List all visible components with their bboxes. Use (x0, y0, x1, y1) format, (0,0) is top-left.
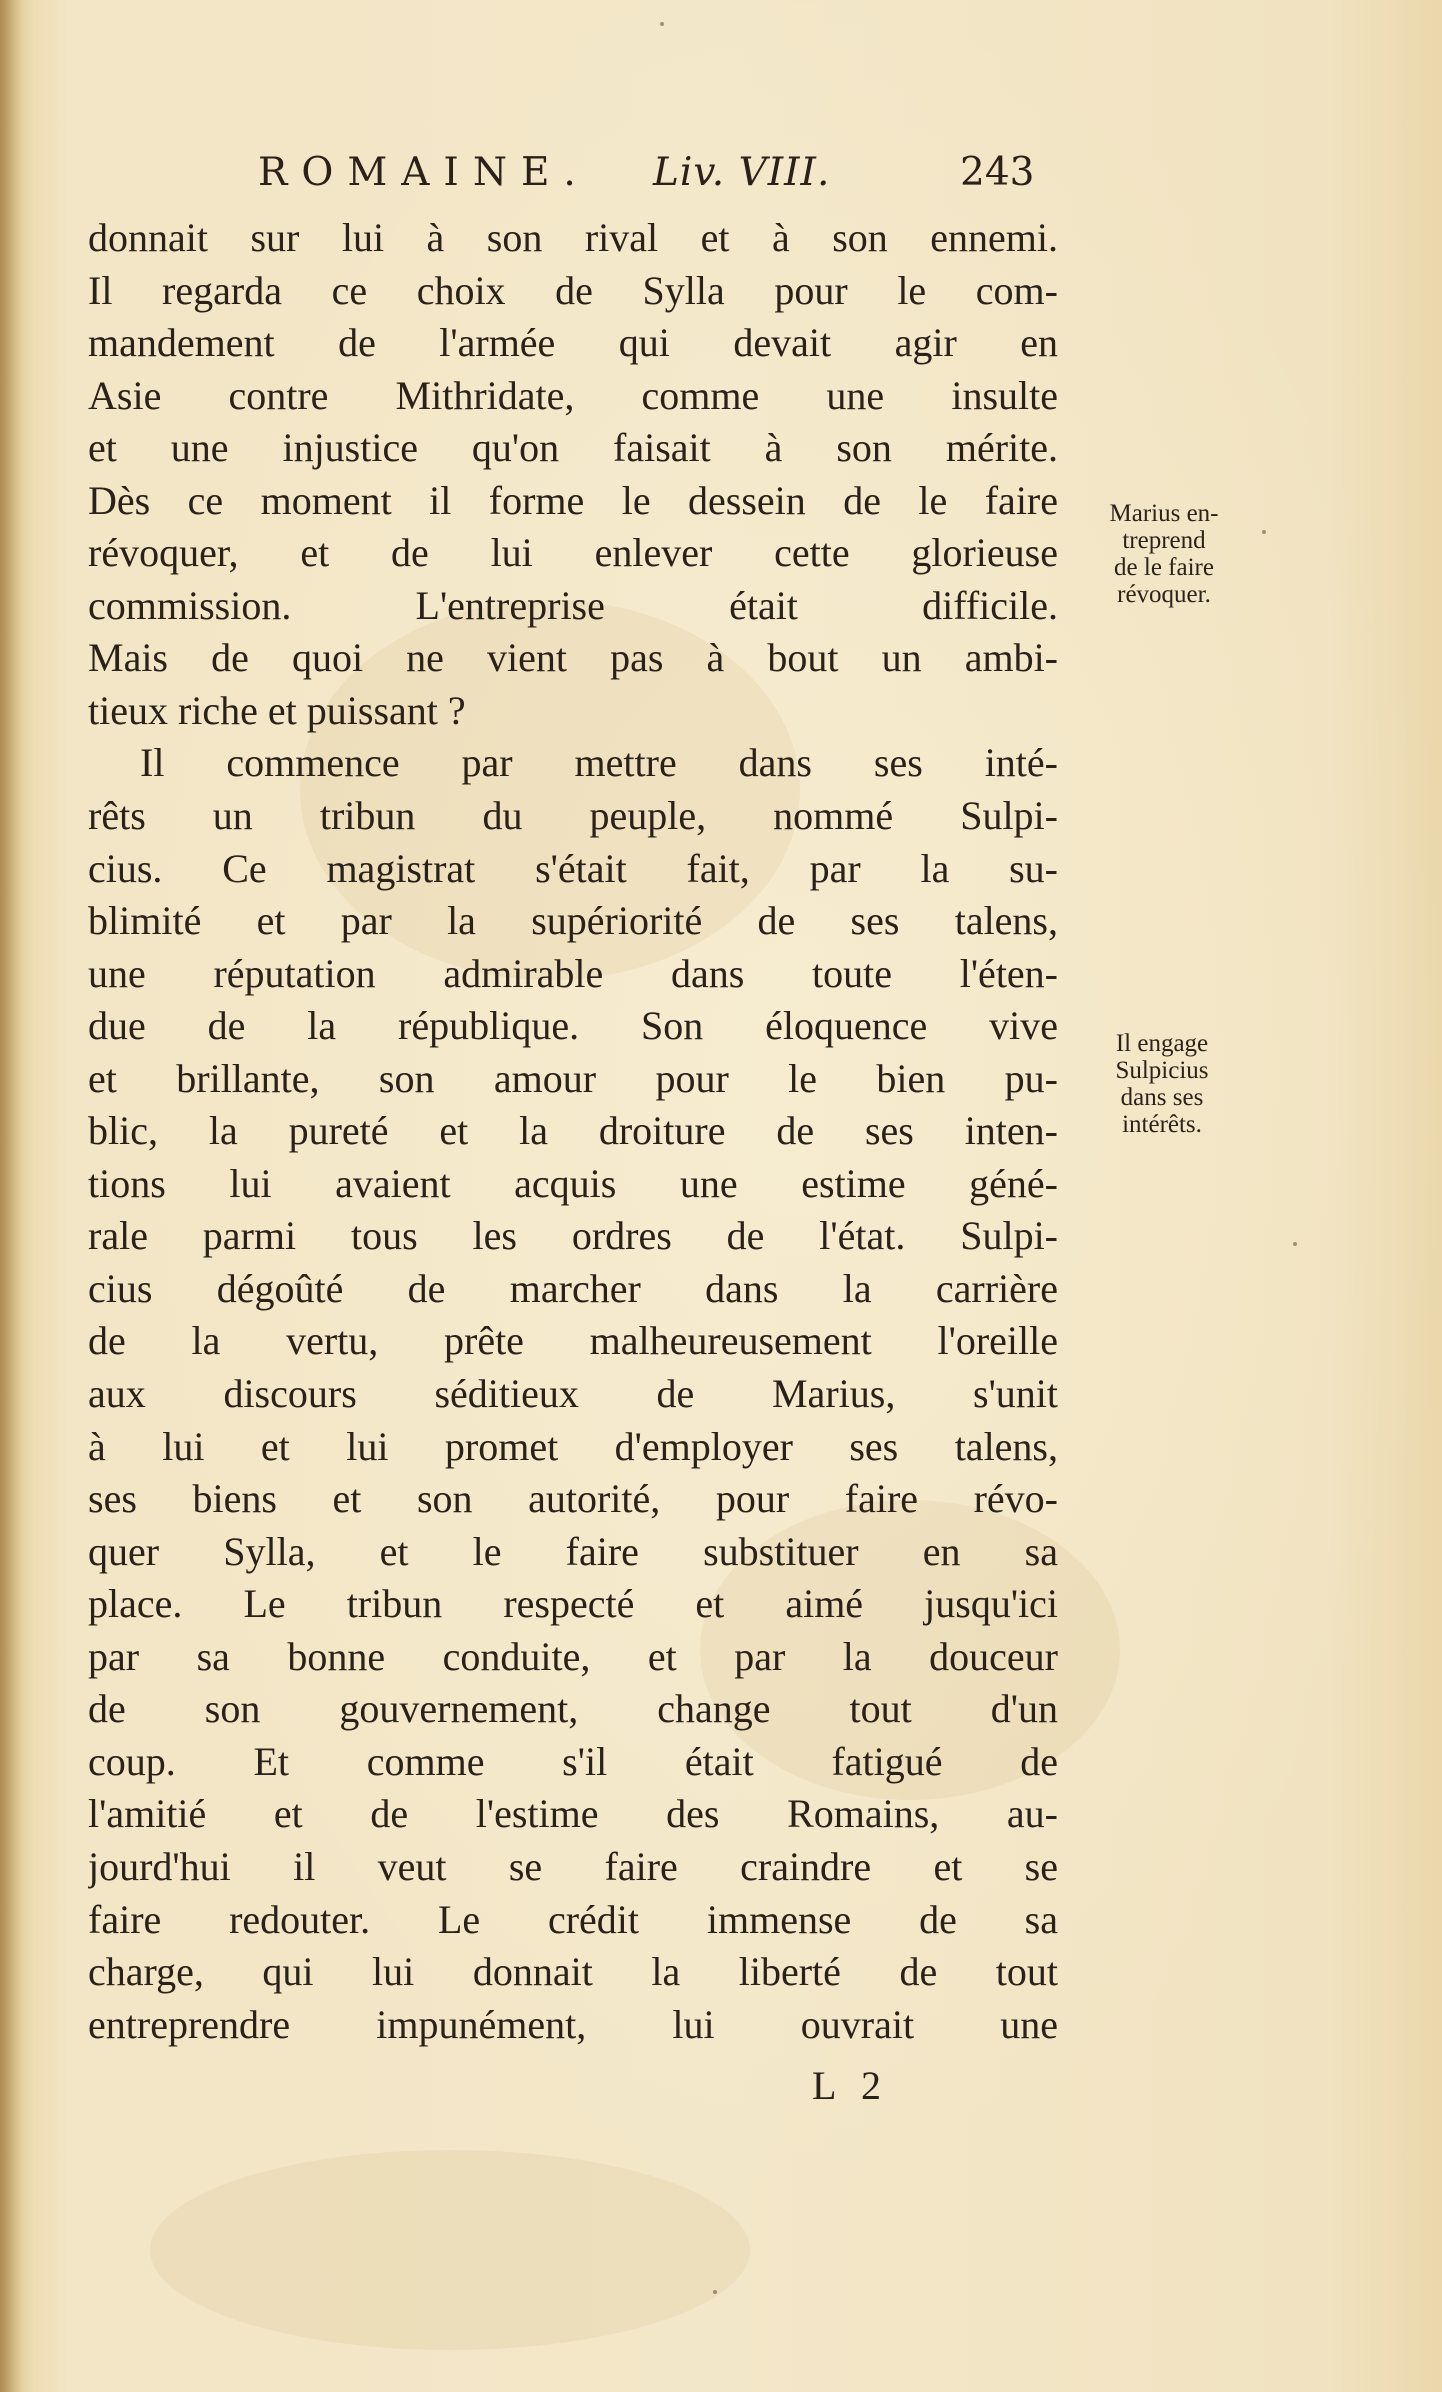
text-line: cius dégoûté de marcher dans la carrière (88, 1265, 1058, 1311)
margin-note-line: Il engage (1115, 1030, 1209, 1057)
margin-note-line: révoquer. (1117, 581, 1211, 608)
text-line: révoquer, et de lui enlever cette glorieuse (88, 530, 1058, 576)
text-line: commission. L'entreprise était difficile. (88, 582, 1058, 628)
text-line: Il commence par mettre dans ses inté- (140, 740, 1058, 786)
running-header (258, 150, 1058, 206)
text-line: tions lui avaient acquis une estime géné- (88, 1160, 1058, 1206)
running-title: ROMAINE. (258, 150, 590, 195)
spine-shadow (0, 0, 22, 2392)
text-line: rale parmi tous les ordres de l'état. Sulpi- (88, 1213, 1058, 1259)
text-line: de son gouvernement, change tout d'un (88, 1686, 1058, 1732)
text-line: due de la république. Son éloquence vive (88, 1003, 1058, 1049)
text-line: Mais de quoi ne vient pas à bout un ambi- (88, 635, 1058, 681)
text-line: par sa bonne conduite, et par la douceur (88, 1633, 1058, 1679)
text-line: Il regarda ce choix de Sylla pour le com- (88, 267, 1058, 313)
text-line: charge, qui lui donnait la liberté de tout (88, 1949, 1058, 1995)
margin-note-line: Sulpicius (1115, 1057, 1209, 1084)
main-text-block (88, 212, 1058, 2051)
margin-note-line: de le faire (1114, 554, 1214, 581)
page-number: 243 (960, 150, 1035, 195)
text-line: tieux riche et puissant ? (88, 687, 466, 733)
paper-speck (1293, 1242, 1297, 1246)
text-line: jourd'hui il veut se faire craindre et se (88, 1843, 1058, 1889)
text-line: mandement de l'armée qui devait agir en (88, 320, 1058, 366)
text-line: Dès ce moment il forme le dessein de le faire (88, 477, 1058, 523)
text-line: à lui et lui promet d'employer ses talens, (88, 1423, 1058, 1469)
margin-note-sulpicius (1062, 1030, 1262, 1138)
text-line: coup. Et comme s'il était fatigué de (88, 1738, 1058, 1784)
margin-note-marius (1058, 500, 1270, 608)
book-reference: Liv. VIII. (653, 150, 831, 195)
text-line: donnait sur lui à son rival et à son ennemi. (88, 215, 1058, 260)
paper-speck (660, 22, 664, 26)
text-line: aux discours séditieux de Marius, s'unit (88, 1371, 1058, 1417)
text-line: l'amitié et de l'estime des Romains, au- (88, 1791, 1058, 1837)
paper-speck (713, 2290, 717, 2294)
margin-note-line: dans ses (1120, 1084, 1204, 1111)
margin-note-line: treprend (1122, 527, 1206, 554)
text-line: de la vertu, prête malheureusement l'oreille (88, 1318, 1058, 1364)
paper-stain (150, 2150, 750, 2350)
text-line: place. Le tribun respecté et aimé jusqu'ici (88, 1581, 1058, 1627)
text-line: quer Sylla, et le faire substituer en sa (88, 1528, 1058, 1574)
margin-note-line: Marius en- (1109, 500, 1219, 527)
text-line: faire redouter. Le crédit immense de sa (88, 1896, 1058, 1942)
margin-note-line: intérêts. (1122, 1111, 1202, 1138)
text-line: et une injustice qu'on faisait à son mérite. (88, 425, 1058, 471)
text-line: et brillante, son amour pour le bien pu- (88, 1055, 1058, 1101)
text-line: une réputation admirable dans toute l'éten- (88, 950, 1058, 996)
text-line: Asie contre Mithridate, comme une insulte (88, 372, 1058, 418)
text-line: cius. Ce magistrat s'était fait, par la su- (88, 845, 1058, 891)
signature-mark: L 2 (812, 2063, 889, 2108)
text-line: rêts un tribun du peuple, nommé Sulpi- (88, 793, 1058, 839)
text-line: ses biens et son autorité, pour faire révo- (88, 1476, 1058, 1522)
text-line: entreprendre impunément, lui ouvrait une (88, 2001, 1058, 2047)
text-line: blimité et par la supériorité de ses talens, (88, 898, 1058, 944)
text-line: blic, la pureté et la droiture de ses inten- (88, 1108, 1058, 1154)
